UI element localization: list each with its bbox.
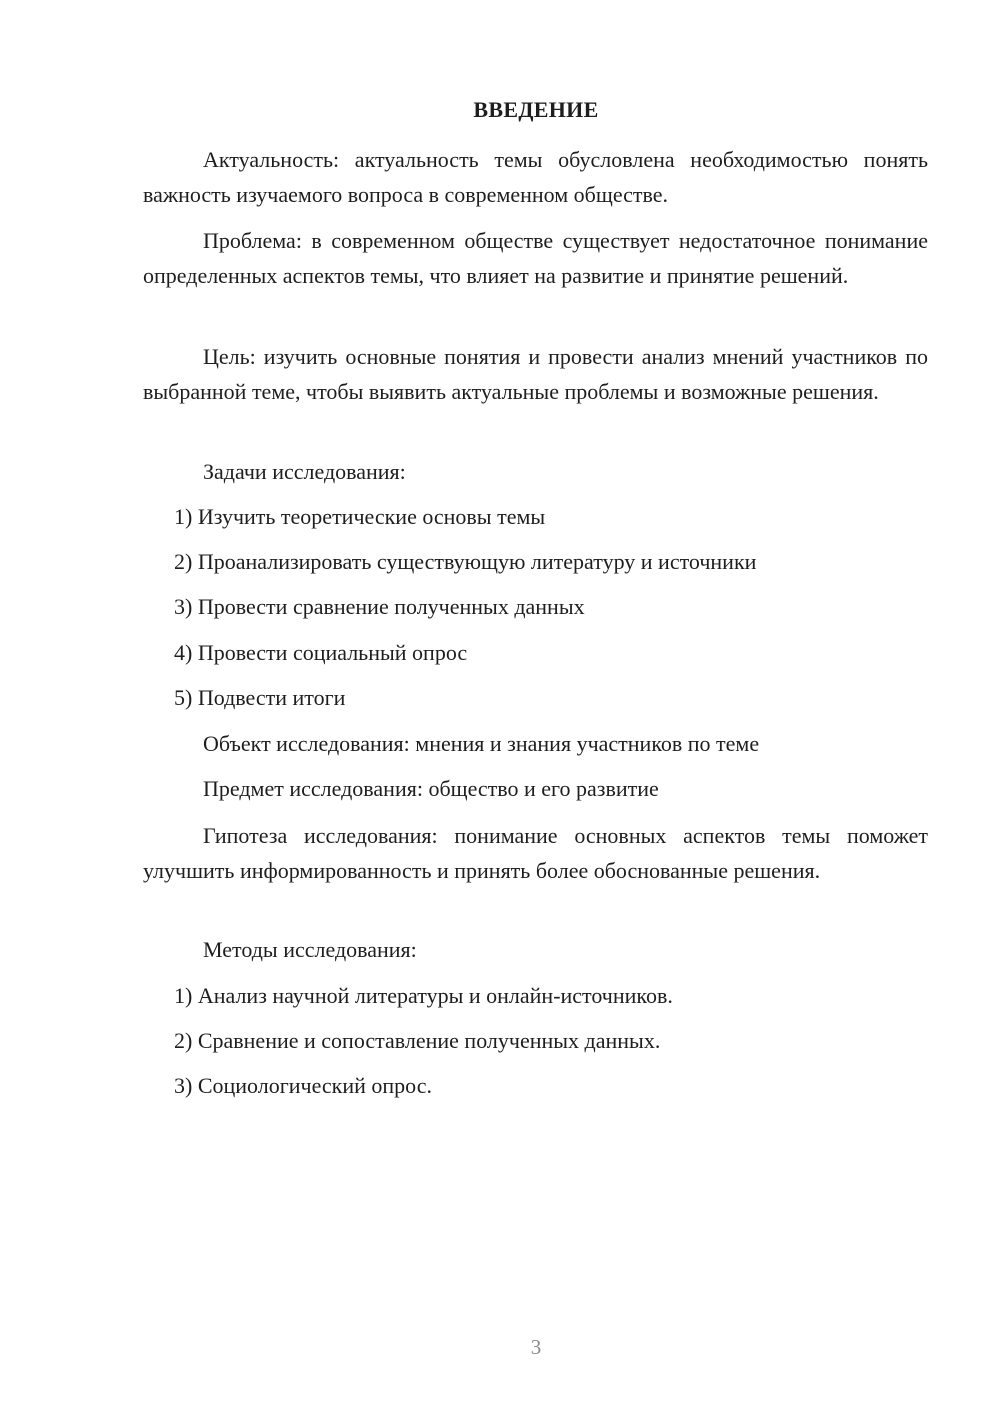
task-item: 2) Проанализировать существующую литературу и источники [174, 549, 757, 574]
relevance-paragraph: Актуальность: актуальность темы обусловлена необходимостью понять важность изучаемого вопроса в современном обществе. [143, 147, 928, 207]
document-title: ВВЕДЕНИЕ [473, 97, 599, 122]
task-item: 5) Подвести итоги [174, 685, 346, 710]
page-number: 3 [530, 1335, 542, 1359]
hypothesis-paragraph: Гипотеза исследования: понимание основных аспектов темы поможет улучшить информированность и принять более обоснованные решения. [143, 823, 928, 883]
method-item: 2) Сравнение и сопоставление полученных данных. [174, 1028, 661, 1053]
task-item: 1) Изучить теоретические основы темы [174, 504, 546, 529]
tasks-heading: Задачи исследования: [203, 459, 406, 484]
method-item: 3) Социологический опрос. [174, 1073, 432, 1098]
goal-paragraph: Цель: изучить основные понятия и провести анализ мнений участников по выбранной теме, чтобы выявить актуальные проблемы и возможные решения. [143, 344, 928, 404]
problem-paragraph: Проблема: в современном обществе существует недостаточное понимание определенных аспектов темы, что влияет на развитие и принятие решений. [143, 228, 928, 288]
method-item: 1) Анализ научной литературы и онлайн-источников. [174, 983, 673, 1008]
research-subject: Предмет исследования: общество и его развитие [203, 776, 659, 801]
task-item: 4) Провести социальный опрос [174, 640, 468, 665]
task-item: 3) Провести сравнение полученных данных [174, 594, 585, 619]
methods-heading: Методы исследования: [203, 937, 417, 962]
research-object: Объект исследования: мнения и знания участников по теме [203, 731, 760, 756]
